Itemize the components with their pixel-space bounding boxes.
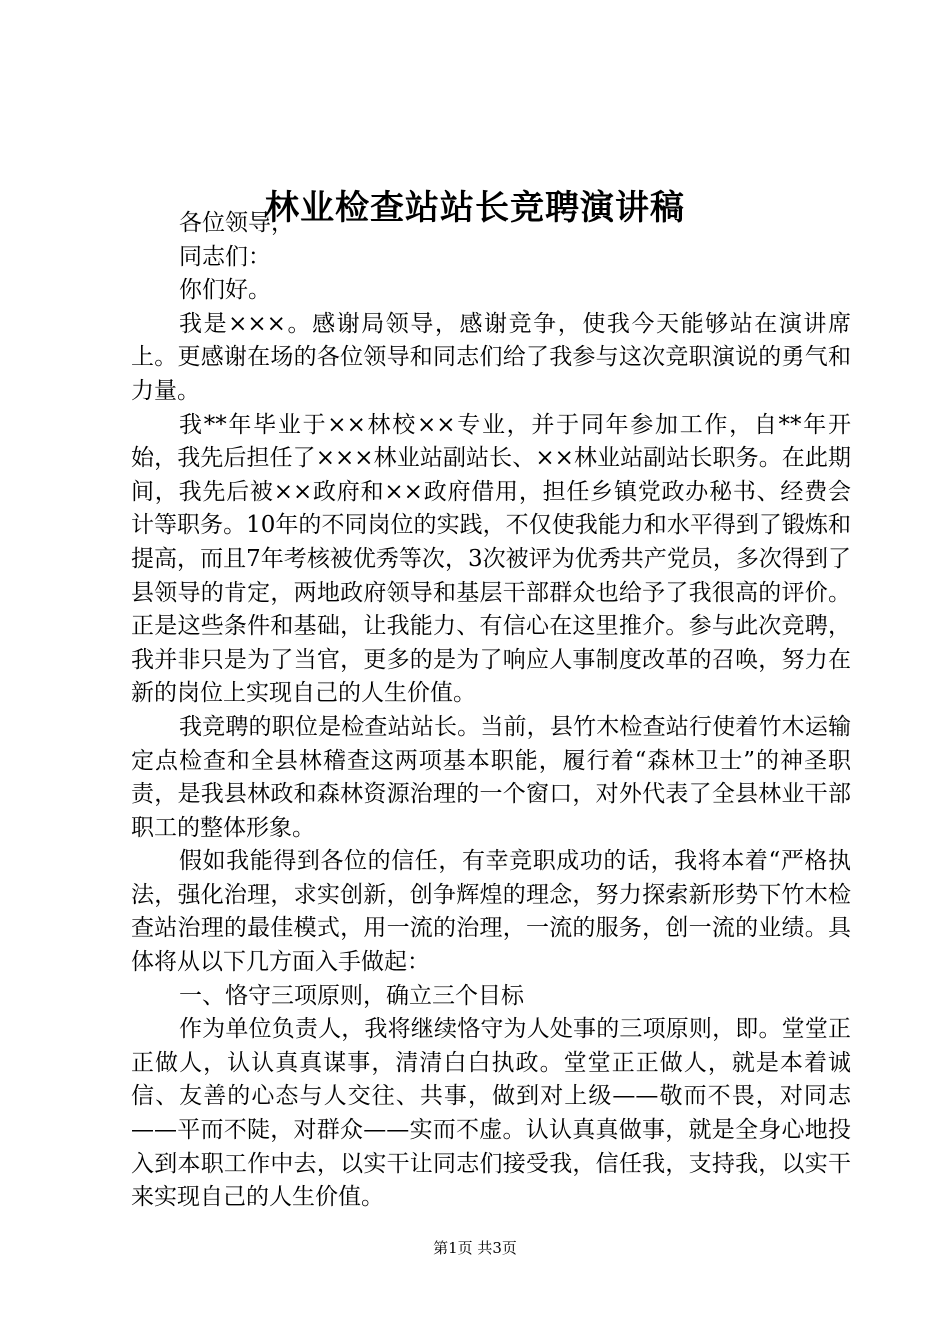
paragraph-position: 我竞聘的职位是检查站站长。当前，县竹木检查站行使着竹木运输定点检查和全县林稽查这两项基本职能，履行着“森林卫士”的神圣职责，是我县林政和森林资源治理的一个窗口，对外代表了全县林业干部职工的整体形象。: [131, 713, 851, 841]
document-title: 林业检查站站长竞聘演讲稿: [265, 188, 685, 228]
salutation-comrades: 同志们：: [179, 243, 271, 270]
paragraph-principles: 作为单位负责人，我将继续恪守为人处事的三项原则，即。堂堂正正做人，认认真真谋事，清清白白执政。堂堂正正做人，就是本着诚信、友善的心态与人交往、共事，做到对上级——敬而不畏，对同志——平而不陡，对群众——实而不虚。认认真真做事，就是全身心地投入到本职工作中去，以实干让同志们接受我，信任我，支持我，以实干来实现自己的人生价值。: [131, 1016, 851, 1211]
document-body: [131, 207, 851, 1215]
page-number-footer: 第1页 共3页: [433, 1239, 517, 1257]
greeting: 你们好。: [179, 277, 271, 304]
paragraph-introduction: 我是×××。感谢局领导，感谢竞争，使我今天能够站在演讲席上。更感谢在场的各位领导和同志们给了我参与这次竞职演说的勇气和力量。: [131, 310, 851, 404]
salutation-leaders: 各位领导，: [179, 210, 294, 236]
paragraph-background: 我**年毕业于××林校××专业，并于同年参加工作，自**年开始，我先后担任了×××林业站副站长、××林业站副站长职务。在此期间，我先后被××政府和××政府借用，担任乡镇党政办秘书、经费会计等职务。10年的不同岗位的实践，不仅使我能力和水平得到了锻炼和提高，而且7年考核被优秀等次，3次被评为优秀共产党员，多次得到了县领导的肯定，两地政府领导和基层干部群众也给予了我很高的评价。正是这些条件和基础，让我能力、有信心在这里推介。参与此次竞聘，我并非只是为了当官，更多的是为了响应人事制度改革的召唤，努力在新的岗位上实现自己的人生价值。: [131, 411, 851, 707]
paragraph-plan: 假如我能得到各位的信任，有幸竞职成功的话，我将本着“严格执法，强化治理，求实创新，创争辉煌的理念，努力探索新形势下竹木检查站治理的最佳模式，用一流的治理，一流的服务，创一流的业绩。具体将从以下几方面入手做起：: [131, 848, 851, 976]
section-heading-one: 一、恪守三项原则，确立三个目标: [179, 982, 524, 1009]
